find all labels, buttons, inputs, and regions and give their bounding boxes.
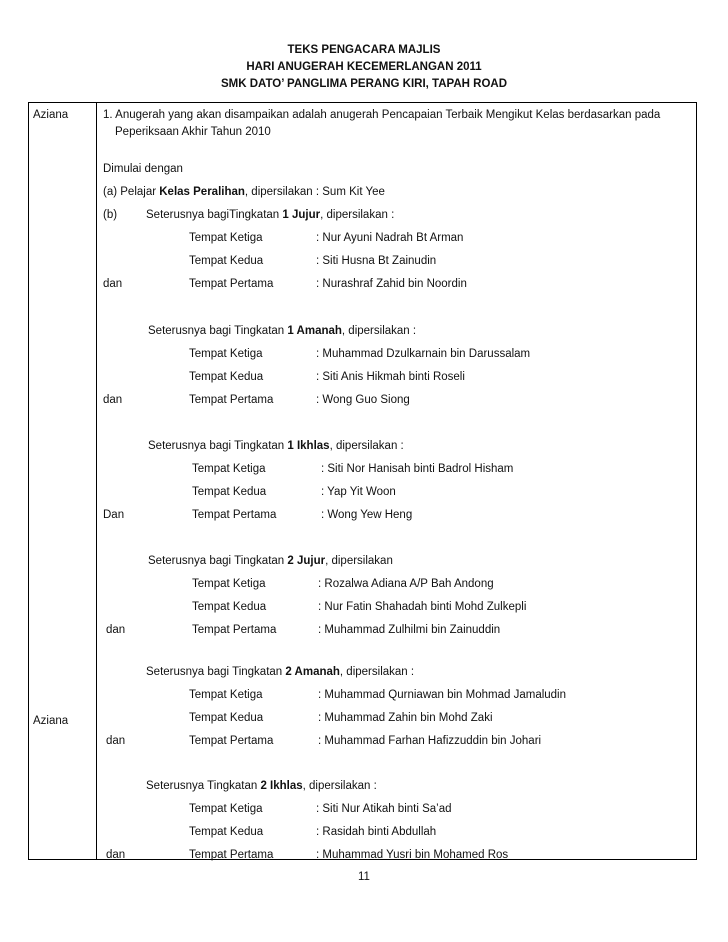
column-divider — [96, 102, 97, 860]
winner-name: : Muhammad Qurniawan bin Mohmad Jamaludin — [318, 689, 567, 701]
position-label: Tempat Kedua — [189, 371, 264, 383]
conjunction-label: dan — [103, 278, 123, 290]
section-heading-pre: Seterusnya bagi Tingkatan — [148, 440, 288, 452]
winner-name: : Nur Ayuni Nadrah Bt Arman — [316, 232, 464, 244]
winner-name: : Wong Guo Siong — [316, 394, 410, 406]
section-heading-post: , dipersilakan : — [320, 209, 395, 221]
section-heading-pre: Seterusnya bagi Tingkatan — [148, 555, 288, 567]
winner-name: : Nur Fatin Shahadah binti Mohd Zulkepli — [318, 601, 527, 613]
winner-name: : Rasidah binti Abdullah — [316, 826, 437, 838]
section-class-name: 1 Jujur — [282, 209, 321, 221]
section-heading-post: , dipersilakan : — [341, 325, 417, 337]
position-label: Tempat Kedua — [189, 255, 264, 267]
position-label: Tempat Ketiga — [189, 803, 263, 815]
section-class-name: 1 Ikhlas — [287, 440, 330, 452]
position-label: Tempat Ketiga — [192, 578, 266, 590]
winner-name: : Muhammad Farhan Hafizzuddin bin Johari — [318, 735, 542, 747]
winner-name: : Siti Nor Hanisah binti Badrol Hisham — [321, 463, 514, 475]
section-heading — [146, 209, 394, 221]
section-class-name: 1 Amanah — [287, 325, 342, 337]
page-number: 11 — [358, 871, 370, 883]
winner-name: : Nurashraf Zahid bin Noordin — [316, 278, 467, 290]
doc-title-line-2: HARI ANUGERAH KECEMERLANGAN 2011 — [246, 61, 482, 73]
winner-name: : Muhammad Dzulkarnain bin Darussalam — [316, 348, 531, 360]
winner-name: : Muhammad Zahin bin Mohd Zaki — [318, 712, 493, 724]
section-heading-pre: Seterusnya Tingkatan — [146, 780, 261, 792]
speaker-label: Aziana — [33, 715, 69, 727]
position-label: Tempat Pertama — [192, 624, 277, 636]
section-heading-pre: Seterusnya bagi Tingkatan — [148, 325, 288, 337]
conjunction-label: dan — [106, 624, 126, 636]
position-label: Tempat Pertama — [189, 735, 274, 747]
section-class-name: 2 Amanah — [285, 666, 340, 678]
winner-name: : Rozalwa Adiana A/P Bah Andong — [318, 578, 494, 590]
section-heading-post: , dipersilakan — [325, 555, 393, 567]
position-label: Tempat Kedua — [189, 712, 264, 724]
winner-name: : Yap Yit Woon — [321, 486, 396, 498]
intro-line-2: Peperiksaan Akhir Tahun 2010 — [115, 126, 271, 138]
winner-name: : Siti Anis Hikmah binti Roseli — [316, 371, 465, 383]
conjunction-label: dan — [106, 849, 126, 861]
conjunction-label: dan — [103, 394, 123, 406]
peralihan-class: Kelas Peralihan — [159, 186, 245, 198]
section-heading-post: , dipersilakan : — [302, 780, 377, 792]
winner-name: : Siti Husna Bt Zainudin — [316, 255, 437, 267]
section-heading — [148, 555, 393, 567]
section-heading — [146, 780, 377, 792]
doc-title-line-1: TEKS PENGACARA MAJLIS — [287, 44, 441, 56]
peralihan-prefix: (a) Pelajar — [103, 186, 160, 198]
section-heading-pre: Seterusnya bagi Tingkatan — [146, 666, 286, 678]
position-label: Tempat Ketiga — [192, 463, 266, 475]
position-label: Tempat Pertama — [189, 278, 274, 290]
section-class-name: 2 Jujur — [287, 555, 326, 567]
winner-name: : Muhammad Yusri bin Mohamed Ros — [316, 849, 509, 861]
section-heading — [146, 666, 414, 678]
speaker-label: Aziana — [33, 109, 69, 121]
position-label: Tempat Ketiga — [189, 232, 263, 244]
doc-title-line-3: SMK DATO’ PANGLIMA PERANG KIRI, TAPAH ROAD — [220, 78, 507, 90]
section-heading — [148, 440, 404, 452]
item-b-label: (b) — [103, 209, 118, 221]
winner-name: : Muhammad Zulhilmi bin Zainuddin — [318, 624, 501, 636]
position-label: Tempat Ketiga — [189, 348, 263, 360]
winner-name: : Wong Yew Heng — [321, 509, 413, 521]
position-label: Tempat Kedua — [192, 601, 267, 613]
conjunction-label: dan — [106, 735, 126, 747]
section-class-name: 2 Ikhlas — [260, 780, 303, 792]
position-label: Tempat Kedua — [189, 826, 264, 838]
section-heading-post: , dipersilakan : — [329, 440, 404, 452]
conjunction-label: Dan — [103, 509, 125, 521]
position-label: Tempat Kedua — [192, 486, 267, 498]
intro-line-1: 1. Anugerah yang akan disampaikan adalah anugerah Pencapaian Terbaik Mengikut Kelas berdasarkan pada — [103, 109, 661, 121]
position-label: Tempat Pertama — [189, 394, 274, 406]
intro-start: Dimulai dengan — [103, 163, 183, 175]
position-label: Tempat Ketiga — [189, 689, 263, 701]
position-label: Tempat Pertama — [192, 509, 277, 521]
position-label: Tempat Pertama — [189, 849, 274, 861]
section-heading — [148, 325, 416, 337]
peralihan-line — [103, 186, 385, 198]
winner-name: : Siti Nur Atikah binti Sa’ad — [316, 803, 452, 815]
section-heading-post: , dipersilakan : — [339, 666, 415, 678]
section-heading-pre: Seterusnya bagiTingkatan — [146, 209, 283, 221]
peralihan-suffix: , dipersilakan : Sum Kit Yee — [244, 186, 385, 198]
